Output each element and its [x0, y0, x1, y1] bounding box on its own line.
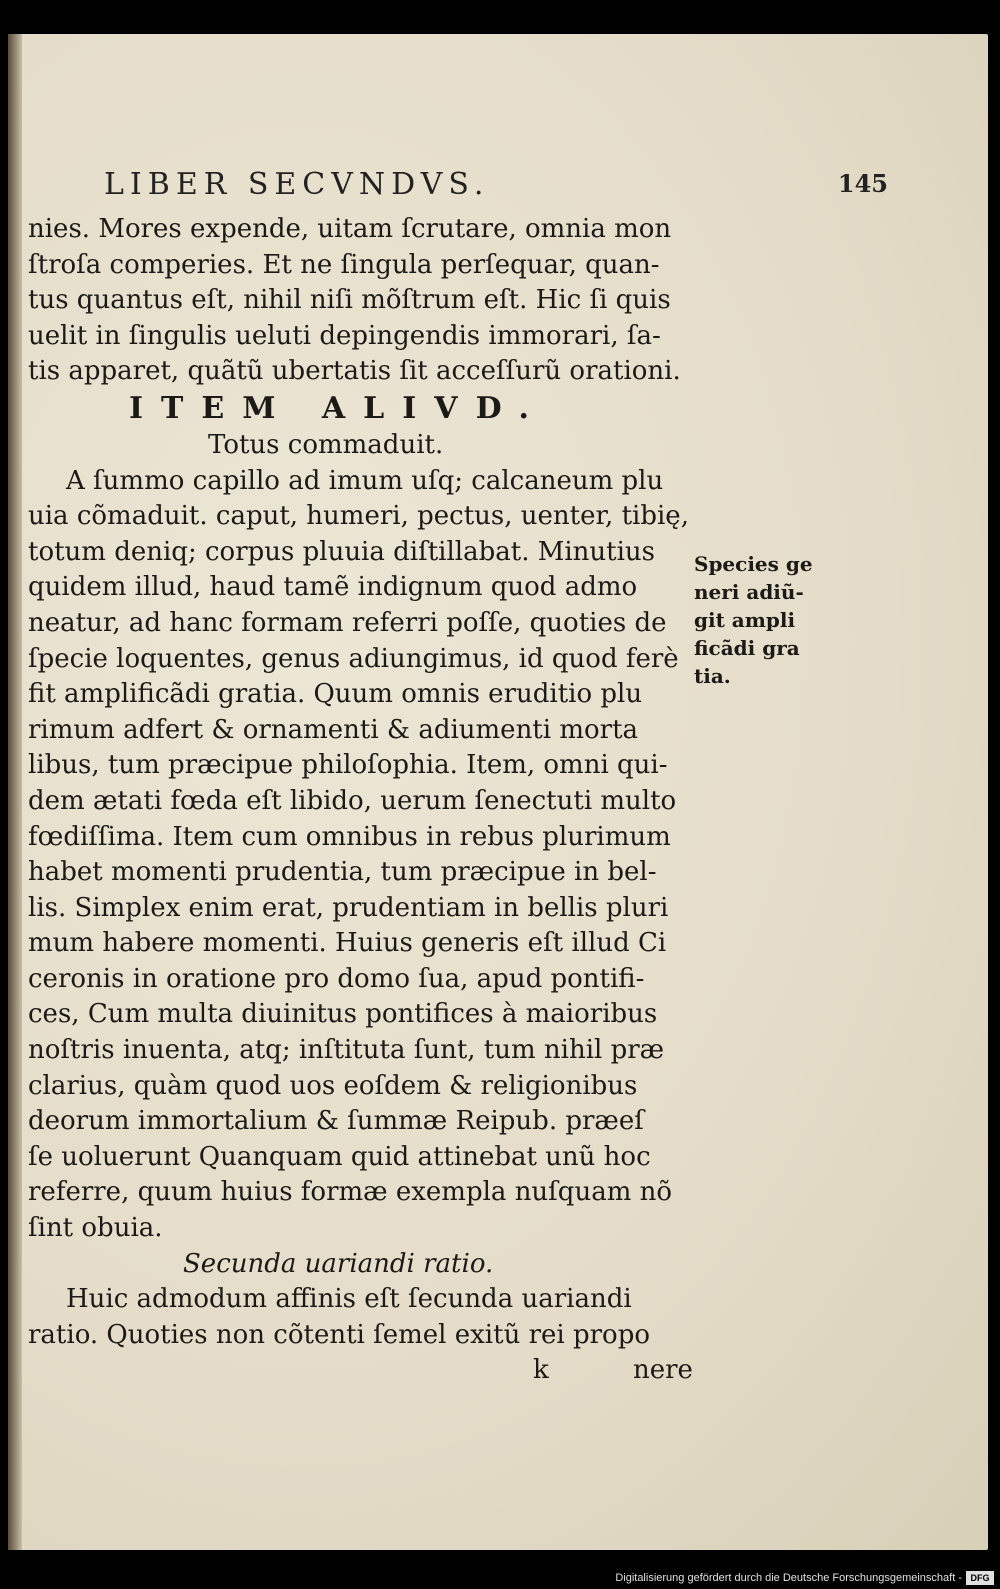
- signature-mark: k: [533, 1355, 549, 1386]
- marginal-note: [694, 550, 824, 690]
- footer-bar: [0, 1561, 1000, 1589]
- text-line: dem ætati fœda eſt libido, uerum ſenectuti multo: [28, 785, 677, 816]
- text-line: habet momenti prudentia, tum præcipue in bel-: [28, 857, 657, 888]
- text-line: noſtris inuenta, atq; inſtituta ſunt, tum nihil præ: [28, 1035, 665, 1066]
- text-line: fœdiſſima. Item cum omnibus in rebus plurimum: [28, 821, 671, 852]
- marginal-note-line: git ampli: [694, 608, 796, 632]
- marginal-note-line: neri adiũ-: [694, 580, 804, 604]
- text-line: ſtroſa comperies. Et ne ſingula perſequar, quan-: [28, 249, 660, 280]
- funding-credit: Digitalisierung gefördert durch die Deutsche Forschungsgemeinschaft -: [615, 1572, 962, 1584]
- catchword: nere: [633, 1355, 693, 1386]
- text-line: clarius, quàm quod uos eoſdem & religionibus: [28, 1070, 638, 1101]
- text-line: ceronis in oratione pro domo ſua, apud pontifi-: [28, 963, 645, 994]
- text-line: ces, Cum multa diuinitus pontifices à maioribus: [28, 999, 658, 1030]
- catchline: [28, 1353, 693, 1389]
- text-line: uia cõmaduit. caput, humeri, pectus, uenter, tibię,: [28, 501, 689, 532]
- text-line: ratio. Quoties non cõtenti ſemel exitũ rei propo: [28, 1319, 650, 1350]
- book-page: [8, 34, 988, 1550]
- text-line: lis. Simplex enim erat, prudentiam in bellis pluri: [28, 892, 669, 923]
- text-line: ſint obuia.: [28, 1213, 163, 1244]
- text-line: A ſummo capillo ad imum uſq; calcaneum plu: [66, 465, 664, 496]
- example-subheading: Totus commaduit.: [208, 429, 444, 460]
- text-line: ſe uoluerunt Quanquam quid attinebat unũ hoc: [28, 1141, 651, 1172]
- text-line: quidem illud, haud tamẽ indignum quod admo: [28, 572, 638, 603]
- section-heading: ITEM ALIVD.: [129, 390, 547, 426]
- page-number: 145: [837, 169, 888, 198]
- text-line: rimum adfert & ornamenti & adiumenti morta: [28, 714, 639, 745]
- text-line: neatur, ad hanc formam referri poſſe, quoties de: [28, 607, 667, 638]
- running-head: LIBER SECVNDVS.: [104, 167, 490, 202]
- text-line: libus, tum præcipue philoſophia. Item, omni qui-: [28, 750, 668, 781]
- text-line: Huic admodum affinis eſt ſecunda uariandi: [66, 1284, 632, 1315]
- section-subheading: Secunda uariandi ratio.: [183, 1248, 494, 1279]
- page-gutter: [8, 34, 22, 1550]
- page-header: [104, 167, 888, 203]
- text-line: mum habere momenti. Huius generis eſt illud Ci: [28, 928, 667, 959]
- text-line: nies. Mores expende, uitam ſcrutare, omnia mon: [28, 214, 672, 244]
- marginal-note-line: Species ge: [694, 552, 813, 576]
- dfg-logo: DFG: [966, 1571, 994, 1585]
- text-line: tis apparet, quãtũ ubertatis ſit acceſſurũ orationi.: [28, 356, 681, 387]
- text-line: ſpecie loquentes, genus adiungimus, id quod ferè: [28, 643, 679, 674]
- main-text: [28, 212, 693, 1389]
- marginal-note-line: tia.: [694, 664, 731, 688]
- text-line: tus quantus eſt, nihil niſi mõſtrum eſt. Hic ſi quis: [28, 285, 671, 316]
- text-line: uelit in ſingulis ueluti depingendis immorari, ſa-: [28, 320, 661, 351]
- text-line: totum deniq; corpus pluuia diſtillabat. Minutius: [28, 536, 656, 567]
- text-line: referre, quum huius formæ exempla nuſquam nõ: [28, 1177, 673, 1208]
- text-line: deorum immortalium & ſummæ Reipub. præeſ: [28, 1106, 644, 1137]
- text-line: fit amplificãdi gratia. Quum omnis eruditio plu: [28, 679, 643, 710]
- marginal-note-line: ficãdi gra: [694, 636, 800, 660]
